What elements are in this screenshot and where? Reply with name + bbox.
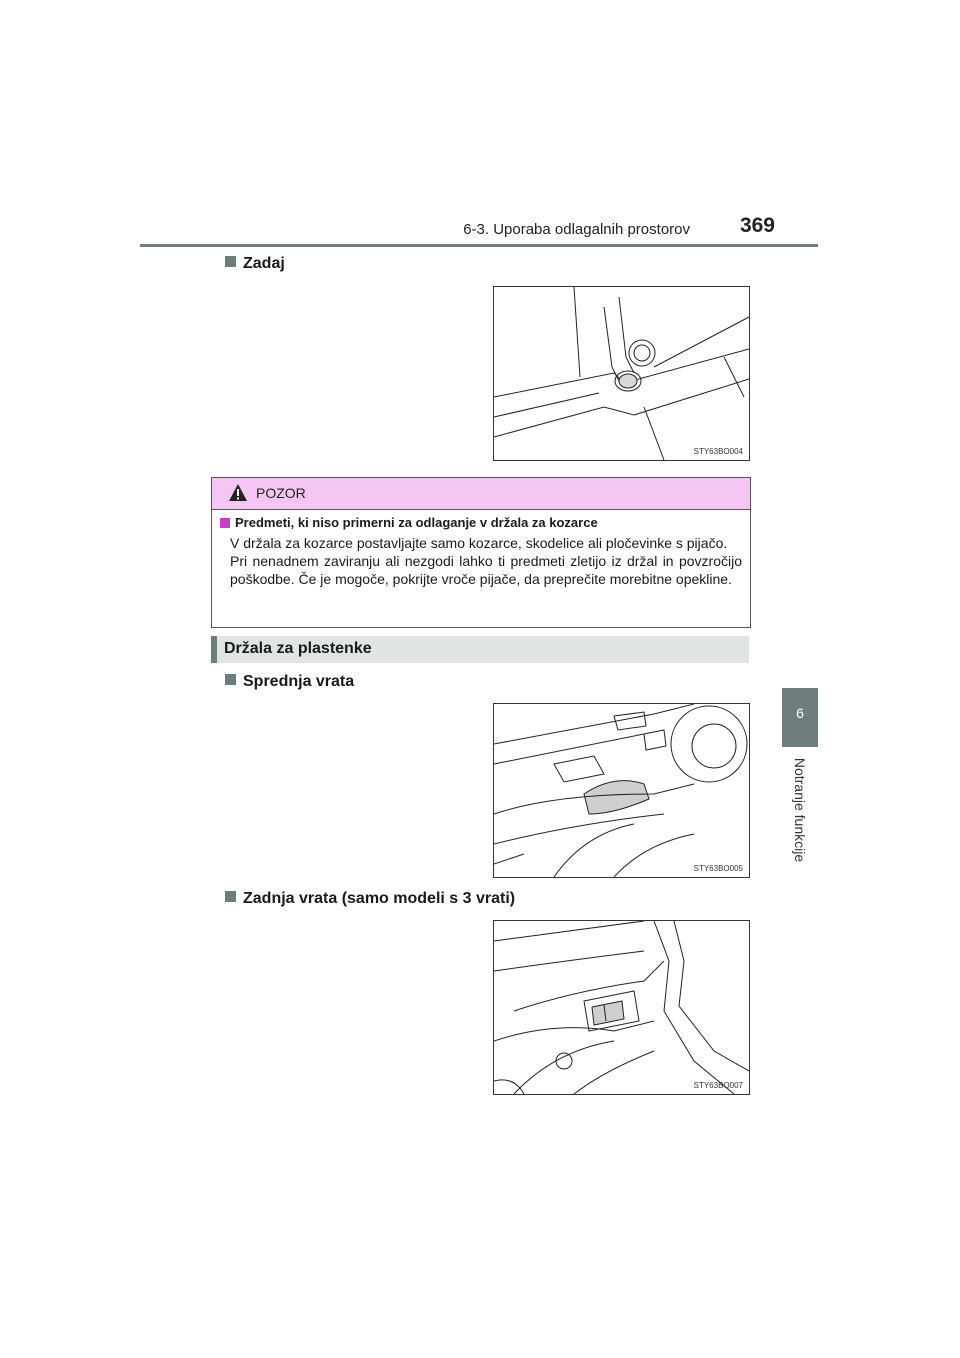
chapter-title: 6-3. Uporaba odlagalnih prostorov <box>463 221 690 238</box>
warning-subtitle-text: Predmeti, ki niso primerni za odlaganje v držala za kozarce <box>235 515 598 530</box>
section-heading-rear-doors <box>225 890 515 908</box>
warning-header <box>212 478 750 510</box>
figure-code: STY63BO007 <box>693 1081 743 1090</box>
page-number: 369 <box>739 214 775 237</box>
chapter-tab-label: Notranje funkcije <box>792 757 808 863</box>
chapter-tab-number: 6 <box>796 705 804 721</box>
section-heading-front-doors <box>225 673 354 691</box>
figure-rear-cupholder <box>493 286 750 461</box>
section-heading-front-doors-text: Sprednja vrata <box>243 673 355 690</box>
section-square-icon <box>225 256 236 267</box>
warning-subtitle <box>220 515 598 530</box>
header-divider <box>140 244 818 247</box>
warning-label: POZOR <box>256 485 306 501</box>
warning-square-icon <box>220 518 230 528</box>
warning-triangle-icon <box>228 483 248 502</box>
warning-paragraph: Pri nenadnem zaviranju ali nezgodi lahko ti predmeti zletijo iz držal in povzročijo poškodbe. Če je mogoče, pokrijte vroče pijače, da preprečite morebitne opekline. <box>230 553 742 587</box>
section-heading-rear <box>225 255 285 273</box>
figure-code: STY63BO004 <box>693 447 743 456</box>
rear-cupholder-illustration <box>494 287 749 460</box>
figure-code: STY63BO005 <box>693 864 743 873</box>
section-heading-rear-doors-text: Zadnja vrata (samo modeli s 3 vrati) <box>243 890 516 907</box>
figure-rear-door-bottle-holder <box>493 920 750 1095</box>
section-square-icon <box>225 891 236 902</box>
section-heading-rear-text: Zadaj <box>243 255 285 272</box>
subsection-heading <box>211 636 749 663</box>
section-square-icon <box>225 674 236 685</box>
figure-front-door-bottle-holder <box>493 703 750 878</box>
warning-body <box>230 534 742 588</box>
subsection-bar <box>211 636 217 663</box>
front-door-illustration <box>494 704 749 877</box>
rear-door-illustration <box>494 921 749 1094</box>
warning-paragraph: V držala za kozarce postavljajte samo kozarce, skodelice ali pločevinke s pijačo. <box>230 535 728 551</box>
warning-box <box>211 477 751 628</box>
subsection-title: Držala za plastenke <box>224 640 372 657</box>
